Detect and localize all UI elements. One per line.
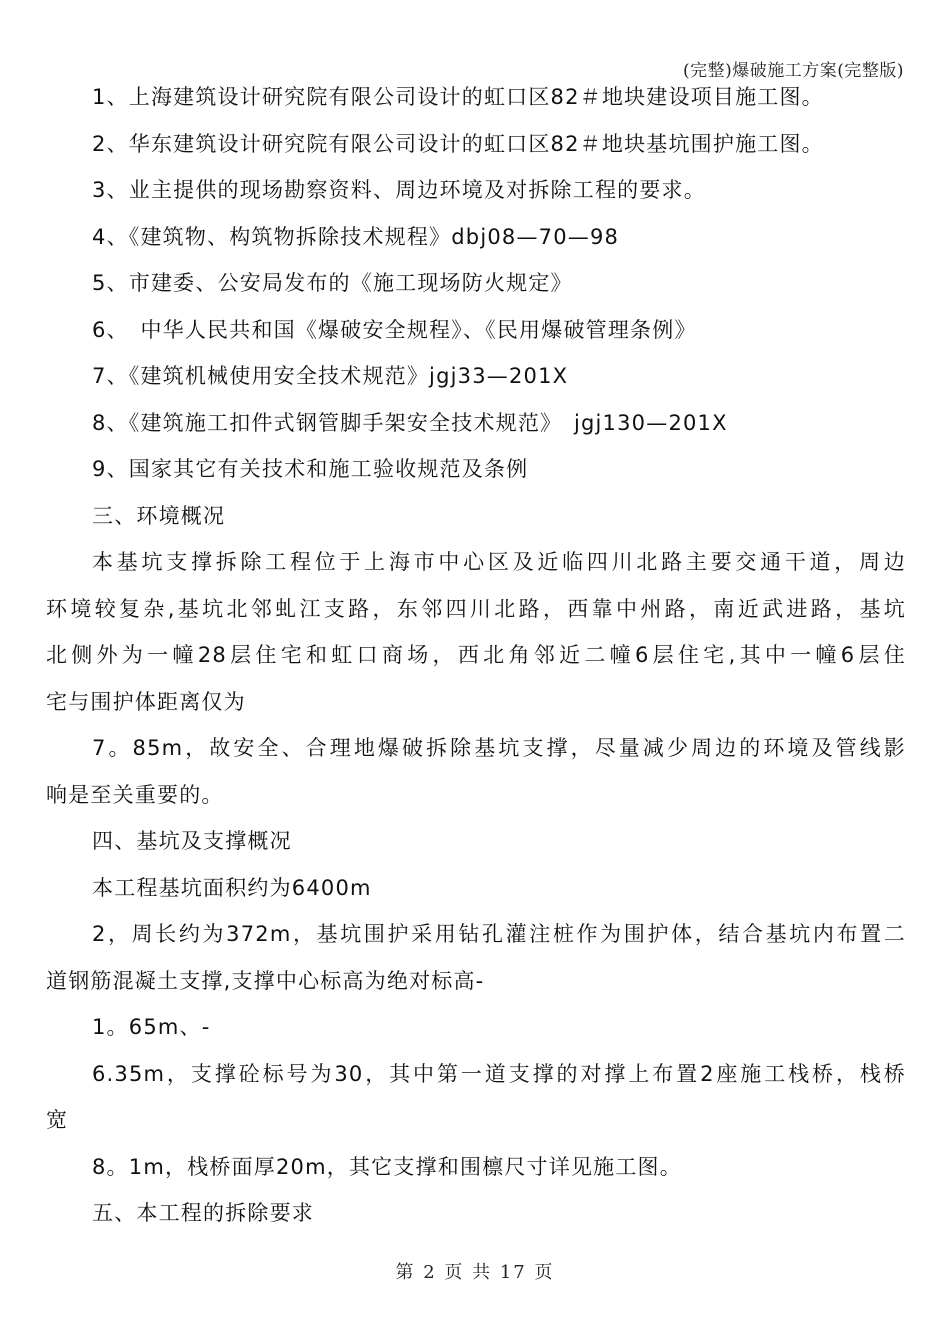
section-heading-foundation-pit: 四、基坑及支撑概况 <box>92 829 292 853</box>
document-body <box>46 74 906 1237</box>
body-text-line: 本基坑支撑拆除工程位于上海市中心区及近临四川北路主要交通干道，周边 <box>92 550 906 574</box>
body-text-line: 1。65m、- <box>92 1015 211 1039</box>
page-number: 第 2 页 共 17 页 <box>395 1262 555 1283</box>
body-text-line: 响是至关重要的。 <box>46 782 224 807</box>
body-text-line: 宅与围护体距离仅为 <box>46 689 246 714</box>
body-text-line: 道钢筋混凝土支撑,支撑中心标高为绝对标高- <box>46 968 485 993</box>
section-heading-environment: 三、环境概况 <box>92 503 226 528</box>
reference-item-6: 6、 中华人民共和国《爆破安全规程》、《民用爆破管理条例》 <box>92 317 697 342</box>
reference-item-5: 5、市建委、公安局发布的《施工现场防火规定》 <box>92 271 573 295</box>
reference-item-2: 2、华东建筑设计研究院有限公司设计的虹口区82＃地块基坑围护施工图。 <box>92 131 824 156</box>
body-text-line: 环境较复杂,基坑北邻虬江支路，东邻四川北路，西靠中州路，南近武进路，基坑 <box>46 596 906 621</box>
body-text-line: 7。85m，故安全、合理地爆破拆除基坑支撑，尽量减少周边的环境及管线影 <box>92 736 906 760</box>
reference-item-3: 3、业主提供的现场勘察资料、周边环境及对拆除工程的要求。 <box>92 178 706 202</box>
body-text-line: 8。1m，栈桥面厚20m，其它支撑和围檩尺寸详见施工图。 <box>92 1154 682 1179</box>
reference-item-8: 8、《建筑施工扣件式钢管脚手架安全技术规范》 jgj130—201X <box>92 410 728 435</box>
body-text-line: 本工程基坑面积约为6400m <box>92 875 372 900</box>
body-text-line: 6.35m，支撑砼标号为30，其中第一道支撑的对撑上布置2座施工栈桥，栈桥 <box>92 1061 906 1086</box>
section-heading-demolition-requirements: 五、本工程的拆除要求 <box>92 1201 314 1225</box>
reference-item-4: 4、《建筑物、构筑物拆除技术规程》dbj08—70—98 <box>92 224 620 249</box>
body-text-line: 北侧外为一幢28层住宅和虹口商场，西北角邻近二幢6层住宅,其中一幢6层住 <box>46 643 906 667</box>
reference-item-1: 1、上海建筑设计研究院有限公司设计的虹口区82＃地块建设项目施工图。 <box>92 85 824 109</box>
reference-item-7: 7、《建筑机械使用安全技术规范》jgj33—201X <box>92 364 569 388</box>
body-text-line: 2，周长约为372m，基坑围护采用钻孔灌注桩作为围护体，结合基坑内布置二 <box>92 922 906 946</box>
reference-item-9: 9、国家其它有关技术和施工验收规范及条例 <box>92 457 529 481</box>
body-text-line: 宽 <box>46 1108 69 1132</box>
document-header: (完整)爆破施工方案(完整版) <box>682 61 904 81</box>
